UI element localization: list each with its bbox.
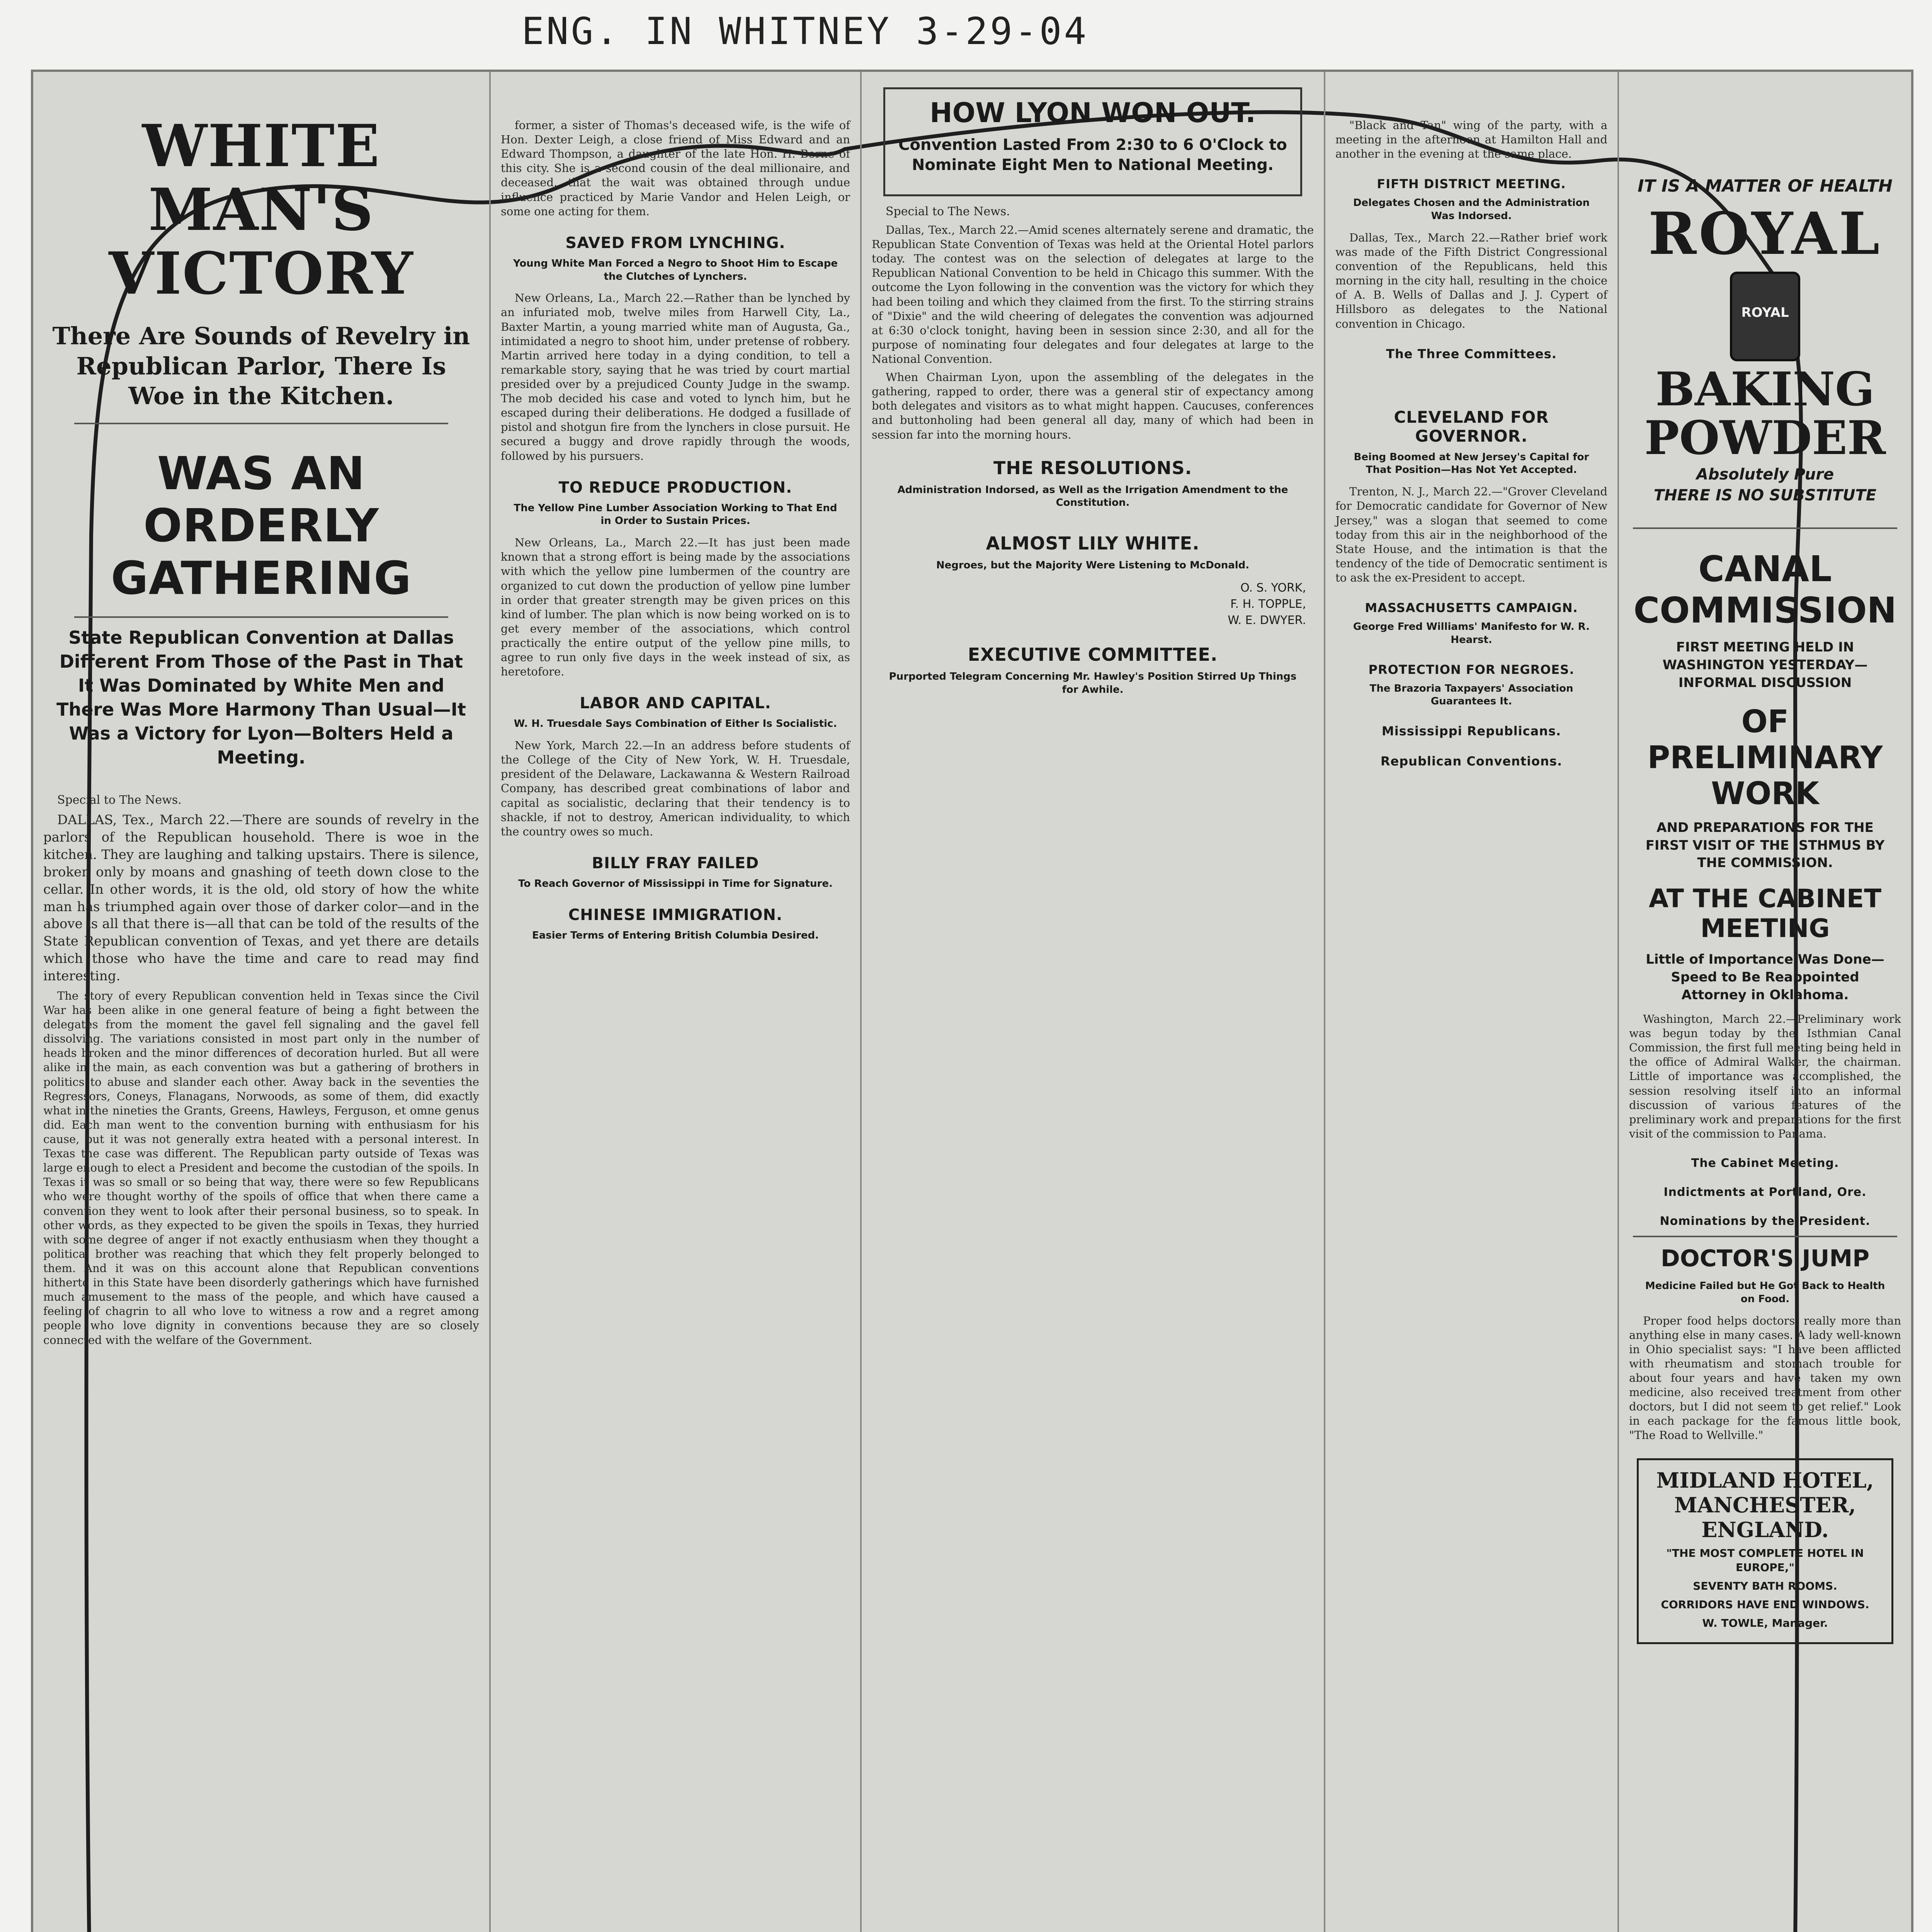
column-ads-canal	[1617, 72, 1911, 1932]
newspaper-page	[31, 70, 1913, 1932]
subhead-billy-fray: BILLY FRAY FAILED	[592, 854, 759, 872]
article-body: Dallas, Tex., March 22.—Rather brief work was made of the Fifth District Congressional convention of the Republicans, held this morning in the city hall, resulting in the choice of A. B. Wells of Dallas and J. J. Cypert of Hillsboro as delegates to the National convention in Chicago.	[1335, 231, 1607, 330]
midland-name: MIDLAND HOTEL, MANCHESTER, ENGLAND.	[1656, 1468, 1874, 1542]
continued-text: former, a sister of Thomas's deceased wife, is the wife of Hon. Dexter Leigh, a close friend of Miss Edward and an Edward Thompson, a daughter of the late Hon. H. Borne of this city. She is a second cousin of the deal millionaire, and deceased, that the wait was obtained through undue influence practiced by Marie Vandor and Helen Leigh, or some one acting for them.	[501, 119, 850, 218]
doctors-jump-subhead: Medicine Failed but He Got Back to Health on Food.	[1645, 1280, 1885, 1305]
subhead-executive-committee: EXECUTIVE COMMITTEE.	[968, 644, 1218, 665]
article-body: New Orleans, La., March 22.—Rather than be lynched by an infuriated mob, twelve miles from Harwell City, La., Baxter Martin, a young married white man of Augusta, Ga., intimidated a negro to shoot him, under pretense of robbery. Martin arrived here today in a dying condition, to tell a remarkable story, saying that he was tried by court martial presided over by a prejudiced County Judge in the swamp. The mob decided his case and voted to lynch him, but he escaped during their deliberations. He dodged a fusillade of pistol and shotgun fire from the lynchers in close pursuit. He secured a buggy and drove rapidly through the woods, followed by his pursuers.	[501, 291, 850, 463]
subhead-saved-from-lynching: SAVED FROM LYNCHING.	[565, 234, 786, 252]
midland-line-1: "THE MOST COMPLETE HOTEL IN EUROPE,"	[1666, 1546, 1864, 1574]
second-deck: State Republican Convention at Dallas Different From Those of the Past in That It Was Dominated by White Men and There Was More Harmony Than Usual—It Was a Victory for Lyon—Bolters Held a Meeting.	[56, 627, 466, 768]
divider	[74, 423, 448, 424]
subhead-reduce-production: TO REDUCE PRODUCTION.	[558, 478, 793, 497]
subhead-chinese-immigration: CHINESE IMMIGRATION.	[568, 906, 783, 924]
main-headline: WHITE MAN'S VICTORY	[109, 112, 414, 308]
divider	[1633, 1236, 1897, 1237]
article-body: New Orleans, La., March 22.—It has just been made known that a strong effort is being made by the associations with which the yellow pine lumbermen of the country are organized to cut down the production of yellow pine lumber in order that greater strength may be given prices on this kind of lumber. The plan which is now being worked on is to get every member of the associations, which control practically the entire output of the yellow pine mills, to agree to run only five days in the week instead of six, as heretofore.	[501, 536, 850, 679]
continued-text: "Black and Tan" wing of the party, with a meeting in the afternoon at Hamilton Hall and another in the evening at the same place.	[1335, 119, 1607, 161]
article-body: Proper food helps doctors, really more than anything else in many cases. A lady well-known in Ohio specialist says: "I have been afflicted with rheumatism and stomach trouble for about four years and have taken my own medicine, also received treatment from other doctors, but I did not seem to get relief." Look in each package for the famous little book, "The Road to Wellville."	[1629, 1314, 1901, 1442]
handwritten-annotation: ENG. IN WHITNEY 3-29-04	[522, 10, 1089, 53]
subdeck-resolutions: Administration Indorsed, as Well as the Irrigation Amendment to the Constitution.	[897, 484, 1288, 509]
subdeck-almost-lily-white: Negroes, but the Majority Were Listening to McDonald.	[936, 560, 1250, 571]
subhead-fifth-district: FIFTH DISTRICT MEETING.	[1377, 177, 1566, 192]
canal-subhead-2: AND PREPARATIONS FOR THE FIRST VISIT OF THE ISTHMUS BY THE COMMISSION.	[1645, 820, 1885, 871]
subdeck-protection-negroes: The Brazoria Taxpayers' Association Guarantees It.	[1369, 682, 1573, 707]
lead-paragraph: DALLAS, Tex., March 22.—There are sounds of revelry in the parlors of the Republican household. There is woe in the kitchen. They are laughing and talking upstairs. There is silence, broken only by moans and gnashing of teeth down close to the cellar. In other words, it is the old, old story of how the white man has triumphed again over those of darker color—and in the above is all that there is—all that can be told of the results of the State Republican convention of Texas, and yet there are details which those who have the time and care to read may find interesting.	[43, 812, 479, 984]
subhead-protection-negroes: PROTECTION FOR NEGROES.	[1368, 662, 1575, 677]
ad-brand: ROYAL	[1648, 200, 1882, 268]
baking-powder-can-icon	[1730, 272, 1800, 361]
article-body: When Chairman Lyon, upon the assembling of the delegates in the gathering, rapped to order, there was a general stir of expectancy among both delegates and visitors as to what might happen. Caucuses, conferences and buttonholing had been general all day, many of which had been in session far into the morning hours.	[872, 371, 1314, 441]
ad-product: BAKING POWDER	[1644, 362, 1886, 465]
subdeck-executive-committee: Purported Telegram Concerning Mr. Hawley's Position Stirred Up Things for Awhile.	[889, 671, 1297, 696]
subhead-mississippi: Mississippi Republicans.	[1381, 724, 1561, 739]
column-lyon-story	[860, 72, 1324, 1932]
subdeck-cleveland: Being Boomed at New Jersey's Capital for That Position—Has Not Yet Accepted.	[1354, 451, 1589, 476]
midland-hotel-ad	[1637, 1458, 1893, 1644]
subdeck-billy-fray: To Reach Governor of Mississippi in Time for Signature.	[518, 878, 833, 889]
canal-headline-3: AT THE CABINET MEETING	[1649, 884, 1881, 944]
byline: Special to The News.	[57, 793, 182, 807]
ad-no-substitute: THERE IS NO SUBSTITUTE	[1653, 486, 1877, 504]
ad-tagline: IT IS A MATTER OF HEALTH	[1638, 176, 1893, 196]
column-news-briefs	[489, 72, 860, 1932]
subdeck-reduce-production: The Yellow Pine Lumber Association Working to That End in Order to Sustain Prices.	[514, 502, 837, 527]
subdeck-chinese-immigration: Easier Terms of Entering British Columbia Desired.	[532, 929, 819, 941]
subhead-labor-capital: LABOR AND CAPITAL.	[580, 694, 771, 713]
midland-line-2: SEVENTY BATH ROOMS.	[1693, 1580, 1837, 1593]
canal-headline-2: OF PRELIMINARY WORK	[1647, 703, 1883, 811]
subhead-cabinet-meeting: The Cabinet Meeting.	[1691, 1156, 1839, 1170]
subdeck-saved-from-lynching: Young White Man Forced a Negro to Shoot Him to Escape the Clutches of Lynchers.	[513, 257, 838, 282]
midland-line-3: CORRIDORS HAVE END WINDOWS.	[1661, 1598, 1869, 1611]
subdeck-fifth-district: Delegates Chosen and the Administration Was Indorsed.	[1353, 197, 1590, 222]
canal-subhead-3: Little of Importance Was Done—Speed to Be Reappointed Attorney in Oklahoma.	[1646, 952, 1884, 1003]
byline: Special to The News.	[886, 205, 1010, 218]
subhead-republican-conventions: Republican Conventions.	[1380, 754, 1563, 769]
divider	[74, 616, 448, 618]
deck-how-lyon-won: Convention Lasted From 2:30 to 6 O'Clock to Nominate Eight Men to National Meeting.	[898, 136, 1287, 174]
headline-how-lyon-won: HOW LYON WON OUT.	[930, 97, 1256, 129]
subhead-massachusetts: MASSACHUSETTS CAMPAIGN.	[1365, 600, 1578, 616]
second-headline: WAS AN ORDERLY GATHERING	[111, 446, 412, 605]
subhead-indictments: Indictments at Portland, Ore.	[1663, 1185, 1867, 1199]
subhead-three-committees: The Three Committees.	[1386, 346, 1557, 361]
subhead-almost-lily-white: ALMOST LILY WHITE.	[986, 533, 1200, 554]
article-body: Dallas, Tex., March 22.—Amid scenes alternately serene and dramatic, the Republican State Convention of Texas was held at the Oriental Hotel parlors today. The contest was on the selection of delegates at large to the Republican National Convention to be held in Chicago this summer. With the outcome the Lyon following in the convention was the victory for which they had been toiling and which they claimed from the first. To the stirring strains of "Dixie" and the wild cheering of delegates the convention was adjourned at 6:30 o'clock tonight, having been in session since 2:30, and all for the purpose of nominating four delegates and four delegates at large to the National Convention.	[872, 223, 1314, 366]
column-district-news	[1324, 72, 1617, 1932]
headline-box	[883, 87, 1302, 196]
article-body: Washington, March 22.—Preliminary work was begun today by the Isthmian Canal Commission, the first full meeting being held in the office of Admiral Walker, the chairman. Little of importance was accomplished, the session resolving itself into an informal discussion of various features of the preliminary work and preparations for the first visit of the commission to Panama.	[1629, 1012, 1901, 1140]
royal-baking-powder-ad	[1629, 165, 1901, 527]
subhead-nominations: Nominations by the President.	[1660, 1214, 1871, 1228]
signatures: O. S. YORK, F. H. TOPPLE, W. E. DWYER.	[1228, 581, 1306, 628]
doctors-jump-headline: DOCTOR'S JUMP	[1660, 1245, 1870, 1272]
canal-headline: CANAL COMMISSION	[1633, 548, 1897, 631]
main-deck: There Are Sounds of Revelry in Republican Parlor, There Is Woe in the Kitchen.	[52, 322, 470, 410]
divider	[1633, 527, 1897, 529]
article-body: Trenton, N. J., March 22.—"Grover Cleveland for Democratic candidate for Governor of New Jersey," was a slogan that seemed to come today from this air in the neighborhood of the State House, and the intimation is that the tendency of the tide of Democratic sentiment is to ask the ex-President to accept.	[1335, 485, 1607, 584]
subdeck-massachusetts: George Fred Williams' Manifesto for W. R. Hearst.	[1353, 621, 1590, 646]
canal-subhead-1: FIRST MEETING HELD IN WASHINGTON YESTERDAY—INFORMAL DISCUSSION	[1662, 639, 1868, 690]
subhead-cleveland: CLEVELAND FOR GOVERNOR.	[1394, 407, 1549, 446]
article-body: New York, March 22.—In an address before students of the College of the City of New York, W. H. Truesdale, president of the Delaware, Lackawanna & Western Railroad Company, has described great combinations of labor and capital as socialistic, declaring that their tendency is to shackle, if not to destroy, American individuality, to which the country owes so much.	[501, 739, 850, 838]
subhead-resolutions: THE RESOLUTIONS.	[993, 457, 1192, 478]
article-body: The story of every Republican convention held in Texas since the Civil War has been alike in one general feature of being a fight between the delegates from the moment the gavel fell signaling and the gavel fell dissolving. The variations consisted in most part only in the number of heads broken and the minor differences of decoration hurled. But all were alike in the main, as each convention was but a gathering of brothers in politics to abuse and slander each other. Away back in the seventies the Regressors, Coneys, Flanagans, Norwoods, as some of them, did exactly what in the nineties the Grants, Greens, Hawleys, Ferguson, et omne genus did. Each man went to the convention burning with enthusiasm for his cause, but it was not generally extra heated with a personal interest. In Texas the case was different. The Republican party outside of Texas was large enough to elect a President and become the custodian of the spoils. In Texas it was so small or so being that way, there were so few Republicans who were thought worthy of the spoils of office that when there came a convention they went to look after their personal business, so to speak. In other words, as they expected to be given the spoils in Texas, they hurried with some degree of anger if not exactly enthusiasm when they thought a political brother was reaching that which they felt properly belonged to them. And it was on this account alone that Republican conventions hitherto in this State have been disorderly gatherings which have furnished much amusement to the mass of the people, and which have caused a feeling of chagrin to all who love to witness a row and a regret among people who love dignity in conventions because they are so closely connected with the welfare of the Government.	[43, 989, 479, 1347]
column-lead-story	[33, 72, 489, 1932]
subdeck-labor-capital: W. H. Truesdale Says Combination of Either Is Socialistic.	[514, 718, 837, 730]
midland-manager: W. TOWLE, Manager.	[1702, 1616, 1828, 1629]
ad-pure: Absolutely Pure	[1696, 466, 1834, 483]
